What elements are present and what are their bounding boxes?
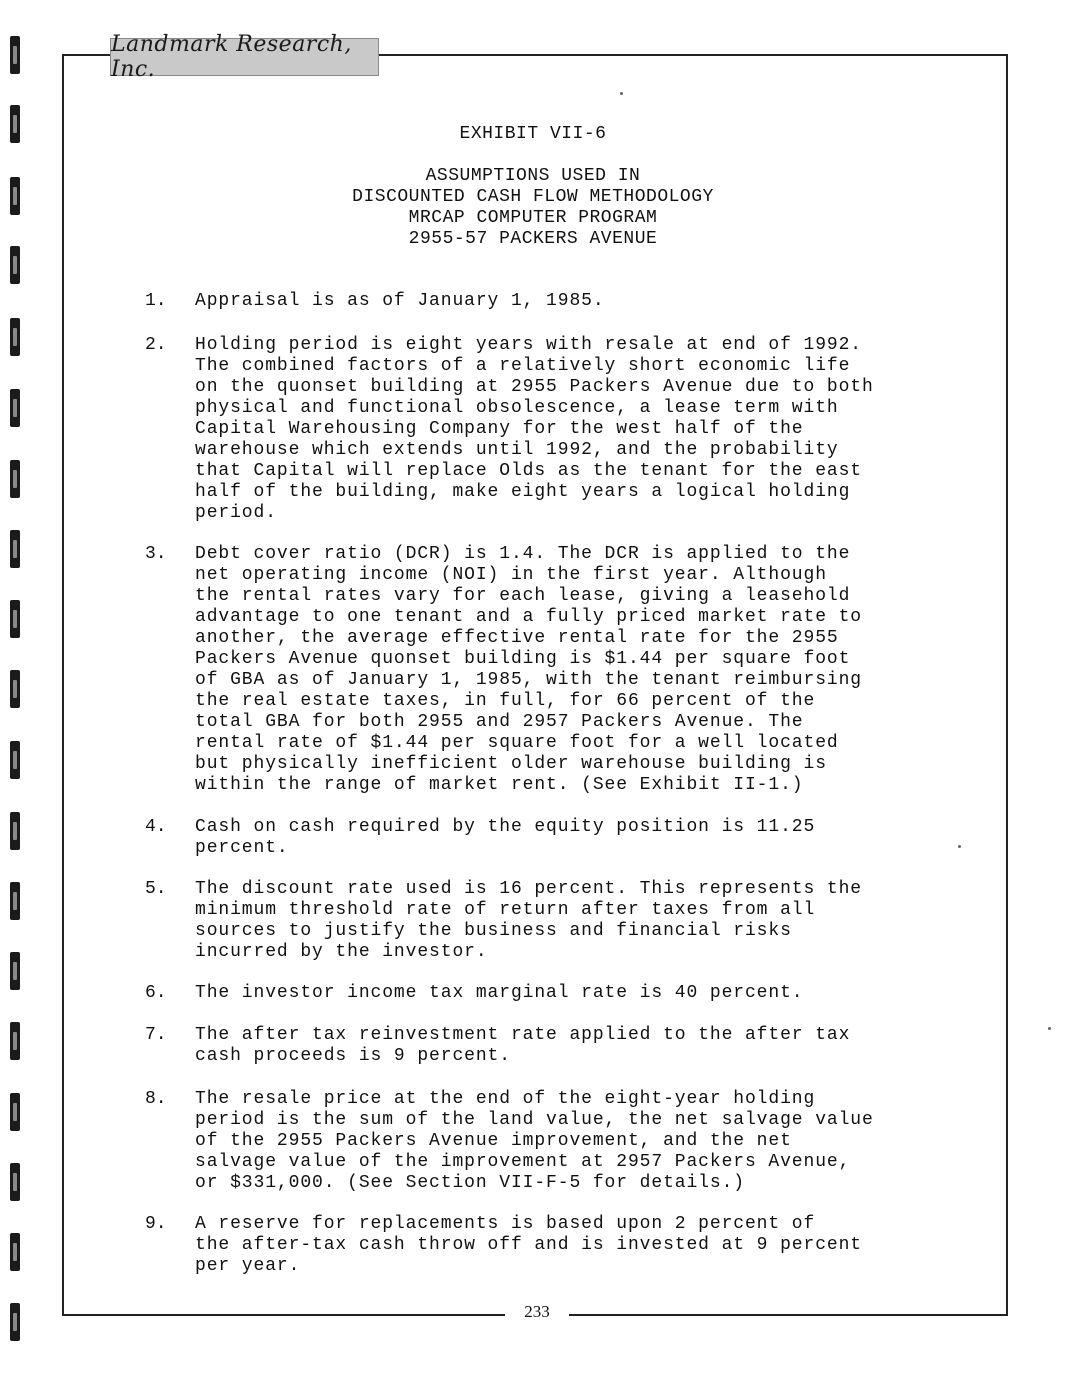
item-number: 2. xyxy=(145,335,167,355)
item-text: Holding period is eight years with resale at end of 1992. The combined factors of a relatively short economic life on the quonset building at 2955 Packers Avenue due to both physical and functional obsolescence, a lease term with Capital Warehousing Company for the west half of the warehouse which extends until 1992, and the probability that Capital will replace Olds as the tenant for the east half of the building, make eight years a logical holding period. xyxy=(195,335,874,523)
item-number: 8. xyxy=(145,1089,167,1109)
binding-hole xyxy=(10,246,20,284)
item-text: A reserve for replacements is based upon 2 percent of the after-tax cash throw off and is invested at 9 percent per year. xyxy=(195,1214,862,1276)
item-text: Appraisal is as of January 1, 1985. xyxy=(195,291,605,311)
item-text: The resale price at the end of the eight-year holding period is the sum of the land value, the net salvage value of the 2955 Packers Avenue improvement, and the net salvage value of the improvement at 2957 Packers Avenue, or $331,000. (See Section VII-F-5 for details.) xyxy=(195,1089,874,1193)
binding-hole xyxy=(10,36,20,74)
item-number: 4. xyxy=(145,817,167,837)
exhibit-subtitle xyxy=(0,166,1066,250)
item-text: The investor income tax marginal rate is 40 percent. xyxy=(195,983,804,1003)
letterhead-logo xyxy=(110,32,379,82)
binding-hole xyxy=(10,389,20,427)
binding-hole xyxy=(10,812,20,850)
item-text: Cash on cash required by the equity position is 11.25 percent. xyxy=(195,817,816,858)
item-number: 1. xyxy=(145,291,167,311)
item-text: The after tax reinvestment rate applied to the after tax cash proceeds is 9 percent. xyxy=(195,1025,851,1066)
binding-hole xyxy=(10,1163,20,1201)
binding-hole xyxy=(10,460,20,498)
binding-hole xyxy=(10,1022,20,1060)
exhibit-title: EXHIBIT VII-6 xyxy=(459,124,607,144)
binding-hole xyxy=(10,1233,20,1271)
subtitle-line: DISCOUNTED CASH FLOW METHODOLOGY xyxy=(352,187,714,207)
binding-hole xyxy=(10,318,20,356)
scan-speck xyxy=(958,845,961,848)
scan-speck xyxy=(620,92,623,95)
item-number: 9. xyxy=(145,1214,167,1234)
binding-hole xyxy=(10,952,20,990)
binding-hole xyxy=(10,670,20,708)
item-number: 5. xyxy=(145,879,167,899)
item-number: 6. xyxy=(145,983,167,1003)
page-number: 233 xyxy=(505,1302,569,1324)
subtitle-line: MRCAP COMPUTER PROGRAM xyxy=(408,208,658,228)
binding-hole xyxy=(10,530,20,568)
item-number: 3. xyxy=(145,544,167,564)
item-number: 7. xyxy=(145,1025,167,1045)
item-text: Debt cover ratio (DCR) is 1.4. The DCR is applied to the net operating income (NOI) in the first year. Although the rental rates vary for each lease, giving a leasehold advantage to one tenant and a fully priced market rate to another, the average effective rental rate for the 2955 Packers Avenue quonset building is $1.44 per square foot of GBA as of January 1, 1985, with the tenant reimbursing the real estate taxes, in full, for 66 percent of the total GBA for both 2955 and 2957 Packers Avenue. The rental rate of $1.44 per square foot for a well located but physically inefficient older warehouse building is within the range of market rent. (See Exhibit II-1.) xyxy=(195,544,862,795)
binding-hole xyxy=(10,1093,20,1131)
scan-speck xyxy=(1048,1027,1051,1030)
subtitle-line: 2955-57 PACKERS AVENUE xyxy=(408,229,658,249)
binding-hole xyxy=(10,1303,20,1341)
binding-hole xyxy=(10,882,20,920)
subtitle-line: ASSUMPTIONS USED IN xyxy=(425,166,641,186)
binding-hole xyxy=(10,600,20,638)
item-text: The discount rate used is 16 percent. This represents the minimum threshold rate of return after taxes from all sources to justify the business and financial risks incurred by the investor. xyxy=(195,879,862,962)
binding-hole xyxy=(10,741,20,779)
logo-text: Landmark Research, Inc. xyxy=(111,32,352,82)
